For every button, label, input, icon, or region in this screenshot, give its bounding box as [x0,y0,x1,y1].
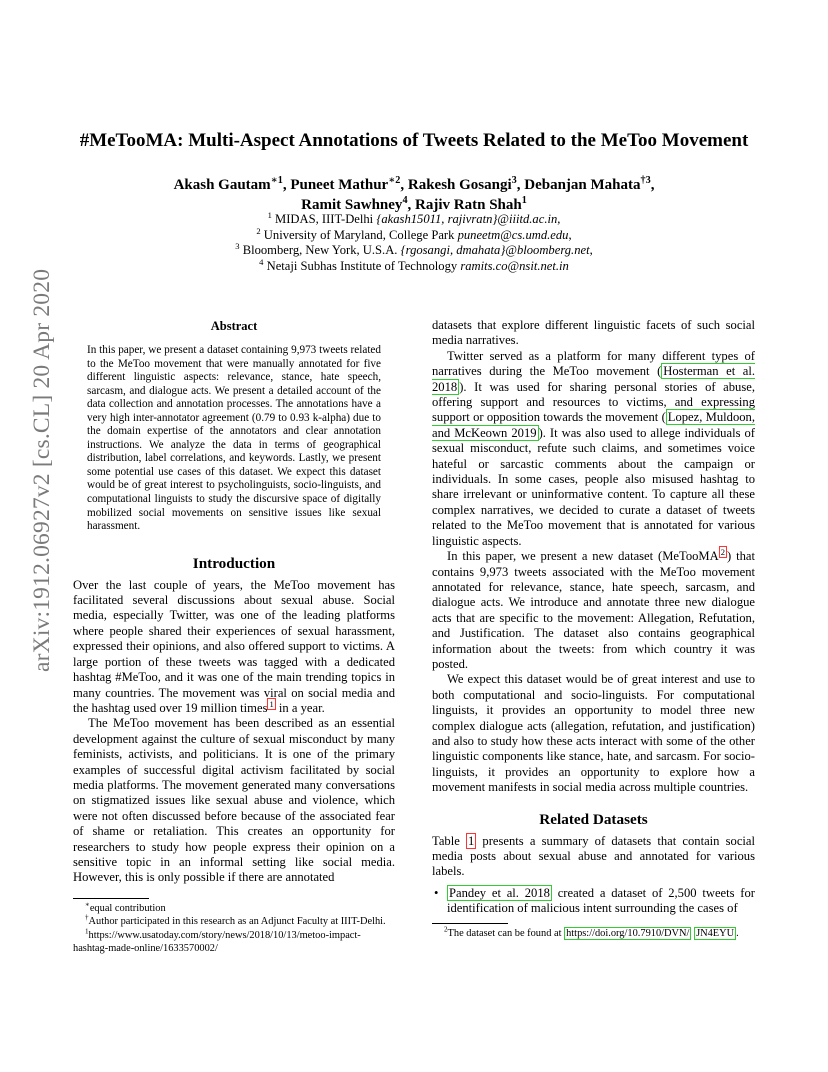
footnote-url[interactable]: https://www.usatoday.com/story/news/2018/10/13/metoo-impact-hashtag-made-online/1633570002/ [73,930,361,955]
dataset-doi-link[interactable]: https://doi.org/10.7910/DVN/ [566,927,690,939]
affil-text: Netaji Subhas Institute of Technology [266,258,461,273]
paragraph-text: presents a summary of datasets that contain social media posts about sexual abuse and annotated for various labels. [432,833,756,879]
footnote-rule [432,923,508,924]
affil-text: Bloomberg, New York, U.S.A. [242,243,401,257]
introduction-heading: Introduction [192,554,276,572]
author-name: Debanjan Mahata [524,177,641,193]
left-column [73,318,395,956]
footnote-2 [73,913,395,929]
dataset-bullet-list [432,886,755,917]
related-paragraph [432,834,755,880]
bullet-icon: • [434,885,439,900]
author-affil-mark: 3 [511,175,517,186]
paragraph-text: Twitter served as a platform for many different types of narratives during the MeToo movement ( [432,348,755,379]
footnote-text: The dataset can be found at [447,927,565,939]
paragraph-text: in a year. [275,700,325,715]
intro-paragraph-2: The MeToo movement has been described as an essential development against the culture of sexual misconduct by many feminists, activists, and politicians. It is one of the primary examples of successful digital activism facilitated by social media platforms. The movement generated many conversations on stigmatized issues like sexual abuse and violence, which were not often discussed before because of the associated fear of shame or retaliation. This creates an opportunity for researchers to study how people express their opinion on a sensitive topic in an informal setting like social media. However, this is only possible if there are annotated [73,716,395,885]
affil-email: puneetm@cs.umd.edu [457,227,569,242]
affiliation-line: $^3$ Bloomberg, New York, U.S.A. {rgosangi, dmahata}@bloomberg.net, [235,240,593,257]
affil-text: University of Maryland, College Park [263,227,458,242]
citation-link[interactable]: Hosterman et al. 2018 [432,364,755,394]
footnote-3 [73,927,395,956]
right-paragraph-1 [432,349,755,549]
paragraph-text: In this paper, we present a new dataset (MeTooMA [447,549,719,564]
paragraph-text: created a dataset of 2,500 tweets for identification of malicious intent surrounding the cases of [447,885,755,916]
right-paragraph-0: datasets that explore different linguistic facets of such social media narratives. [432,318,755,348]
paragraph-text: Over the last couple of years, the MeToo movement has facilitated several discussions about sexual abuse. Social media, especially Twitter, was one of the leading platforms where people shared their experiences of sexual harassment, expressed their opinions, and also offered support to victims. A large portion of these tweets was tagged with a dedicated hashtag #MeToo, and it was one of the main trending topics in many countries. The movement was viral on social media and the hashtag used over 19 million times [73,577,395,715]
author-name: Rajiv Ratn Shah [415,196,522,213]
intro-paragraph-1 [73,578,395,717]
affiliation-line: $^1$ MIDAS, IIIT-Delhi {akash15011, rajivratn}@iiitd.ac.in, [267,209,561,226]
footnote-mark: 1 [85,927,89,936]
paragraph-text: Table [432,833,466,848]
footnote-dataset [432,925,755,941]
affil-email: {akash15011, rajivratn}@iiitd.ac.in [376,212,558,226]
citation-link[interactable]: Pandey et al. 2018 [449,885,550,900]
affiliation-line [60,256,768,275]
table-ref-link[interactable]: 1 [467,833,475,848]
footnote-mark: † [85,913,89,922]
abstract-heading: Abstract [210,319,258,333]
paragraph-text: ) that contains 9,973 tweets associated with the MeToo movement annotated for relevance, stance, hate speech, sarcasm, and dialogue acts. We introduce and annotate three new dialogue acts that are specific to the movement: Allegation, Refutation, and Justification. The dataset also contains geographical information about the tweets: from which country it was posted. [432,549,755,671]
footnote-rule [73,898,149,899]
footnote-text: Author participated in this research as an Adjunct Faculty at IIIT-Delhi. [88,915,386,927]
citation-link[interactable]: Lopez, Muldoon, and McKeown 2019 [432,410,755,440]
right-column [432,318,755,940]
author-affil-mark: ∗1 [270,175,283,186]
author-affil-mark: †3 [640,175,651,186]
footnote-text: equal contribution [89,902,166,914]
right-paragraph-3: We expect this dataset would be of great interest and use to both computational and socio-linguists. For computational linguists, it provides an opportunity to model three new complex dialogue acts (allegation, refutation, and justification) and also to study how these acts interact with some of the other linguistic components like stance, hate, and sarcasm. For socio-linguists, it provides an opportunity to explore how a movement manifests in social media across multiple countries. [432,672,755,795]
author-affil-mark: 1 [521,194,527,206]
author-list: Akash Gautam$^{∗1}$, Puneet Mathur$^{∗2}$, Rakesh Gosangi$^3$, Debanjan Mahata$^{\dagger 3}$, Ramit Sawhney$^4$, Rajiv Ratn Shah$^1$ [173,175,655,213]
footnote-ref-1[interactable]: 1 [269,698,274,709]
affil-number: 4 [259,256,264,267]
footnote-mark: ∗ [85,900,90,909]
footnote-text: . [736,927,739,939]
affil-number: 1 [267,209,272,220]
list-item [432,886,755,917]
author-affil-mark: ∗2 [388,175,401,186]
affiliation-list [60,209,768,274]
author-name: Puneet Mathur [290,177,389,193]
paragraph-text: ). It was used for sharing personal stories of abuse, offering support and resources to victims, and expressing support or opposition towards the movement ( [432,379,755,425]
related-datasets-heading: Related Datasets [539,810,648,828]
footnote-ref-2[interactable]: 2 [720,546,726,557]
dataset-doi-link[interactable]: JN4EYU [696,927,735,939]
right-paragraph-2 [432,546,755,672]
affiliation-line: $^2$ University of Maryland, College Park puneetm@cs.umd.edu, [256,225,572,242]
abstract-text: In this paper, we present a dataset containing 9,973 tweets related to the MeToo movement that were manually annotated for five different linguistic aspects: relevance, stance, hate speech, sarcasm, and dialogue acts. We present a detailed account of the data collection and annotation processes. The annotations have a very high inter-annotator agreement (0.79 to 0.93 k-alpha) due to the domain expertise of the annotators and clear annotation instructions. We analyze the data in terms of geographical distribution, label correlations, and keywords. Lastly, we present some potential use cases of this dataset. We expect this dataset would be of great interest to psycholinguists, socio-linguists, and computational linguists to study the discursive space of digitally mobilized social movements on sensitive issues like sexual harassment. [87,344,381,533]
author-name: Ramit Sawhney [301,196,403,213]
author-name: Akash Gautam [173,177,271,193]
affil-number: 2 [256,225,261,236]
affil-number: 3 [235,240,240,251]
paper-title: #MeTooMA: Multi-Aspect Annotations of Tweets Related to the MeToo Movement [79,130,749,151]
author-affil-mark: 4 [402,194,408,206]
arxiv-stamp: arXiv:1912.06927v2 [cs.CL] 20 Apr 2020 [29,268,55,672]
affil-text: MIDAS, IIIT-Delhi [275,212,377,226]
footnote-mark: 2 [444,925,448,934]
affil-email: ramits.co@nsit.net.in [460,258,569,273]
paragraph-text: ). It was also used to allege individuals of sexual misconduct, refute such claims, and sometimes voice hateful or sarcastic comments about the campaign or individuals. In some cases, people also misused hashtag to share irrelevant or uninformative content. To capture all these complex narratives, we decided to curate a dataset of tweets related to the MeToo movement that is annotated for various linguistic aspects. [432,425,755,548]
author-name: Rakesh Gosangi [407,177,512,193]
footnote-1 [73,900,395,916]
affil-email: {rgosangi, dmahata}@bloomberg.net [400,243,590,257]
